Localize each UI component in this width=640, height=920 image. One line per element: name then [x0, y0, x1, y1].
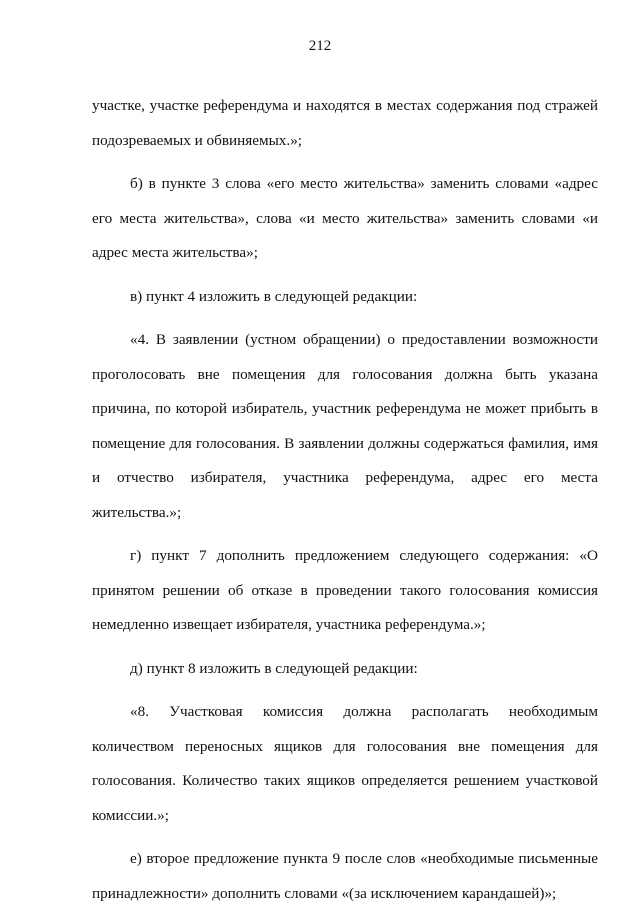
document-body — [92, 89, 598, 920]
page-number: 212 — [308, 38, 332, 54]
paragraph-item-g: г) пункт 7 дополнить предложением следующего содержания: «О принятом решении об отказе в проведении такого голосования комиссия немедленно извещает избирателя, участника референдума.»; — [92, 547, 598, 633]
paragraph-item-b: б) в пункте 3 слова «его место жительства» заменить словами «адрес его места жительства», слова «и место жительства» заменить словами «и адрес места жительства»; — [92, 175, 598, 261]
paragraph-item-e: е) второе предложение пункта 9 после слов «необходимые письменные принадлежности» дополнить словами «(за исключением карандашей)»; — [92, 850, 598, 902]
paragraph-item-d: д) пункт 8 изложить в следующей редакции: — [130, 659, 418, 677]
paragraph-clause-4: «4. В заявлении (устном обращении) о предоставлении возможности проголосовать вне помещения для голосования должна быть указана причина, по которой избиратель, участник референдума не может прибыть в помещение для голосования. В заявлении должны содержаться фамилия, имя и отчество избирателя, участника референдума, адрес его места жительства.»; — [92, 331, 598, 521]
paragraph-item-v: в) пункт 4 изложить в следующей редакции: — [130, 287, 418, 305]
paragraph-continuation: участке, участке референдума и находятся в местах содержания под стражей подозреваемых и обвиняемых.»; — [92, 97, 598, 149]
paragraph-clause-8: «8. Участковая комиссия должна располагать необходимым количеством переносных ящиков для голосования вне помещения для голосования. Количество таких ящиков определяется решением участковой комиссии.»; — [92, 703, 598, 824]
